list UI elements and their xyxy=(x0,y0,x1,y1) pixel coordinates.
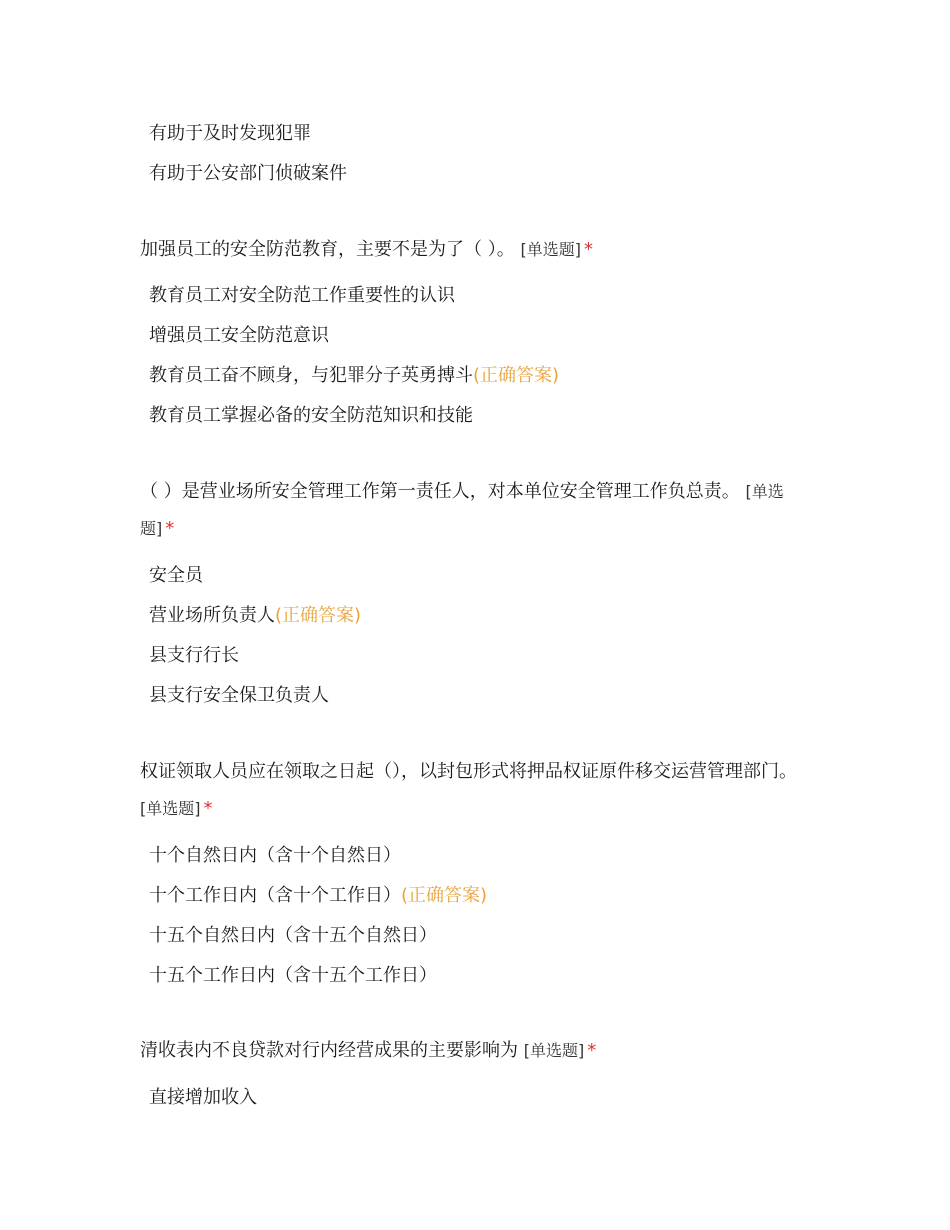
option-text: 十五个自然日内（含十五个自然日） xyxy=(149,925,437,946)
option-text: 十个工作日内（含十个工作日） xyxy=(149,885,401,906)
option-text: 安全员 xyxy=(149,565,203,586)
question-type-tag: [单选题] xyxy=(523,1041,585,1060)
question-type-tag: [单选题] xyxy=(140,482,784,538)
option-text: 增强员工安全防范意识 xyxy=(149,325,329,346)
option-text: 营业场所负责人 xyxy=(149,605,275,626)
correct-answer-mark: (正确答案) xyxy=(401,885,488,906)
option-item xyxy=(149,324,329,348)
question-4 xyxy=(140,1032,810,1069)
correct-answer-mark: (正确答案) xyxy=(473,365,560,386)
option-item xyxy=(149,284,455,308)
required-mark: * xyxy=(165,518,175,539)
option-item xyxy=(149,364,559,388)
question-type-tag: [单选题] xyxy=(140,799,201,818)
option-item: 有助于及时发现犯罪 xyxy=(149,123,311,144)
option-text: 十个自然日内（含十个自然日） xyxy=(149,845,401,866)
option-item xyxy=(149,644,239,668)
option-item: 有助于公安部门侦破案件 xyxy=(149,163,347,184)
option-text: 县支行行长 xyxy=(149,645,239,666)
question-text: 清收表内不良贷款对行内经营成果的主要影响为 xyxy=(140,1040,518,1061)
correct-answer-mark: (正确答案) xyxy=(275,605,362,626)
required-mark: * xyxy=(587,1040,597,1061)
option-item xyxy=(149,884,487,908)
option-text: 教育员工奋不顾身，与犯罪分子英勇搏斗 xyxy=(149,365,473,386)
option-item xyxy=(149,604,361,628)
required-mark: * xyxy=(203,798,213,819)
option-text: 教育员工掌握必备的安全防范知识和技能 xyxy=(149,405,473,426)
option-item xyxy=(149,404,473,428)
option-item xyxy=(149,964,437,988)
question-type-tag: [单选题] xyxy=(520,240,581,259)
option-text: 县支行安全保卫负责人 xyxy=(149,685,329,706)
question-text: （ ）是营业场所安全管理工作第一责任人，对本单位安全管理工作负总责。 xyxy=(140,481,740,502)
question-2 xyxy=(140,473,810,547)
question-3 xyxy=(140,753,810,827)
question-1 xyxy=(140,231,810,268)
option-text: 十五个工作日内（含十五个工作日） xyxy=(149,965,437,986)
option-item xyxy=(149,924,437,948)
option-item xyxy=(149,564,203,588)
question-text: 加强员工的安全防范教育，主要不是为了（ ）。 xyxy=(140,239,515,260)
option-item xyxy=(149,844,401,868)
option-item xyxy=(149,1086,257,1110)
option-text: 教育员工对安全防范工作重要性的认识 xyxy=(149,285,455,306)
option-text: 直接增加收入 xyxy=(149,1087,257,1108)
question-text: 权证领取人员应在领取之日起（），以封包形式将押品权证原件移交运营管理部门。 xyxy=(140,761,797,782)
option-item xyxy=(149,684,329,708)
required-mark: * xyxy=(583,239,593,260)
